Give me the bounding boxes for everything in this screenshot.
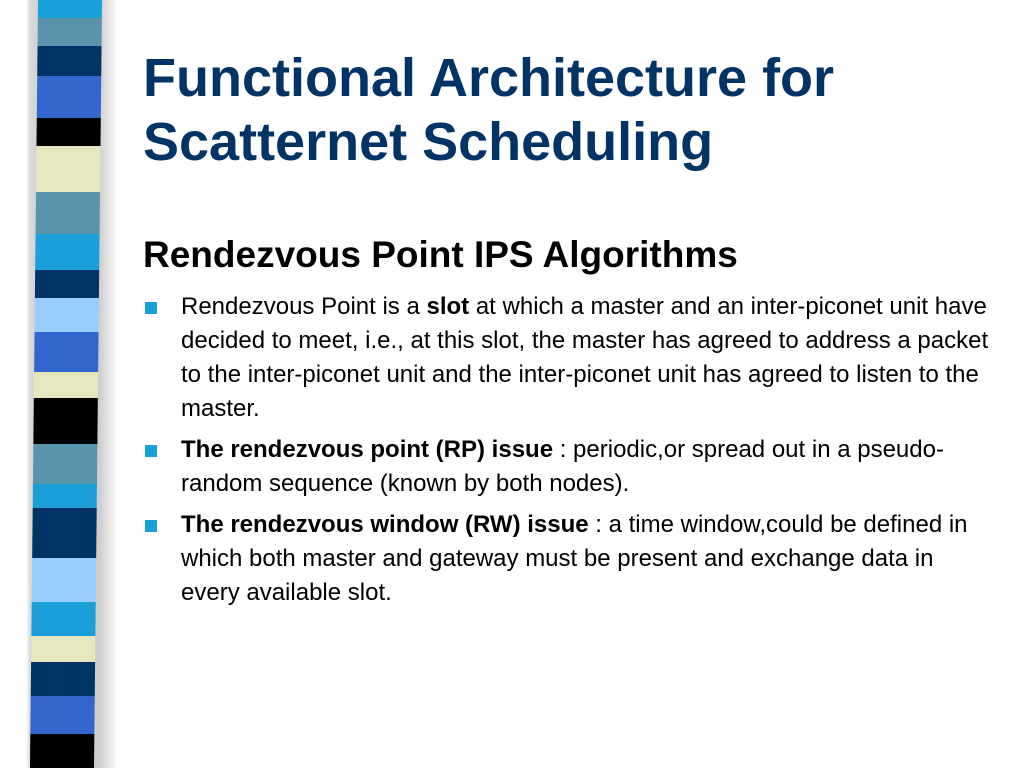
square-bullet-icon xyxy=(145,445,157,457)
stripe-block xyxy=(32,508,97,558)
stripe-block xyxy=(35,234,99,270)
stripe-block xyxy=(33,444,97,484)
square-bullet-icon xyxy=(145,302,157,314)
bullet-list xyxy=(143,290,993,617)
stripe-block xyxy=(31,602,95,636)
bullet-text: Rendezvous Point is a xyxy=(181,293,427,320)
stripe-block xyxy=(34,372,98,398)
stripe-block xyxy=(31,662,95,696)
stripe-block xyxy=(38,18,102,46)
decorative-stripe xyxy=(30,0,102,768)
stripe-block xyxy=(33,484,97,508)
stripe-block xyxy=(34,332,98,372)
title-line-2: Scatternet Scheduling xyxy=(143,112,714,172)
stripe-block xyxy=(36,192,100,234)
stripe-block xyxy=(33,398,97,444)
stripe-block xyxy=(30,734,94,768)
bullet-item xyxy=(143,433,993,501)
bullet-text: : a time window,could be defined in which both master and gateway must be present and exchange data in every available slot. xyxy=(181,511,968,606)
stripe-block xyxy=(37,76,101,118)
stripe-block xyxy=(38,0,102,18)
stripe-block xyxy=(30,696,94,734)
bullet-bold-text: The rendezvous point (RP) issue xyxy=(181,436,554,463)
slide-title xyxy=(143,46,1003,174)
stripe-block xyxy=(35,298,99,332)
bullet-text: : periodic,or spread out in a pseudo-random sequence (known by both nodes). xyxy=(181,436,944,497)
bullet-text: at which a master and an inter-piconet unit have decided to meet, i.e., at this slot, the master has agreed to address a packet to the inter-piconet unit and the inter-piconet unit has agreed to listen to the master. xyxy=(181,293,989,422)
bullet-bold-text: slot xyxy=(426,293,470,320)
bullet-bold-text: The rendezvous window (RW) issue xyxy=(181,511,589,538)
bullet-item xyxy=(143,508,993,610)
slide-subtitle: Rendezvous Point IPS Algorithms xyxy=(143,234,738,275)
stripe-block xyxy=(35,270,99,298)
stripe-block xyxy=(37,46,101,76)
stripe-block xyxy=(36,118,100,146)
stripe-block xyxy=(36,146,100,192)
stripe-block xyxy=(32,558,96,602)
bullet-item xyxy=(143,290,993,426)
stripe-block xyxy=(31,636,95,662)
title-line-1: Functional Architecture for xyxy=(143,48,835,108)
square-bullet-icon xyxy=(145,520,157,532)
